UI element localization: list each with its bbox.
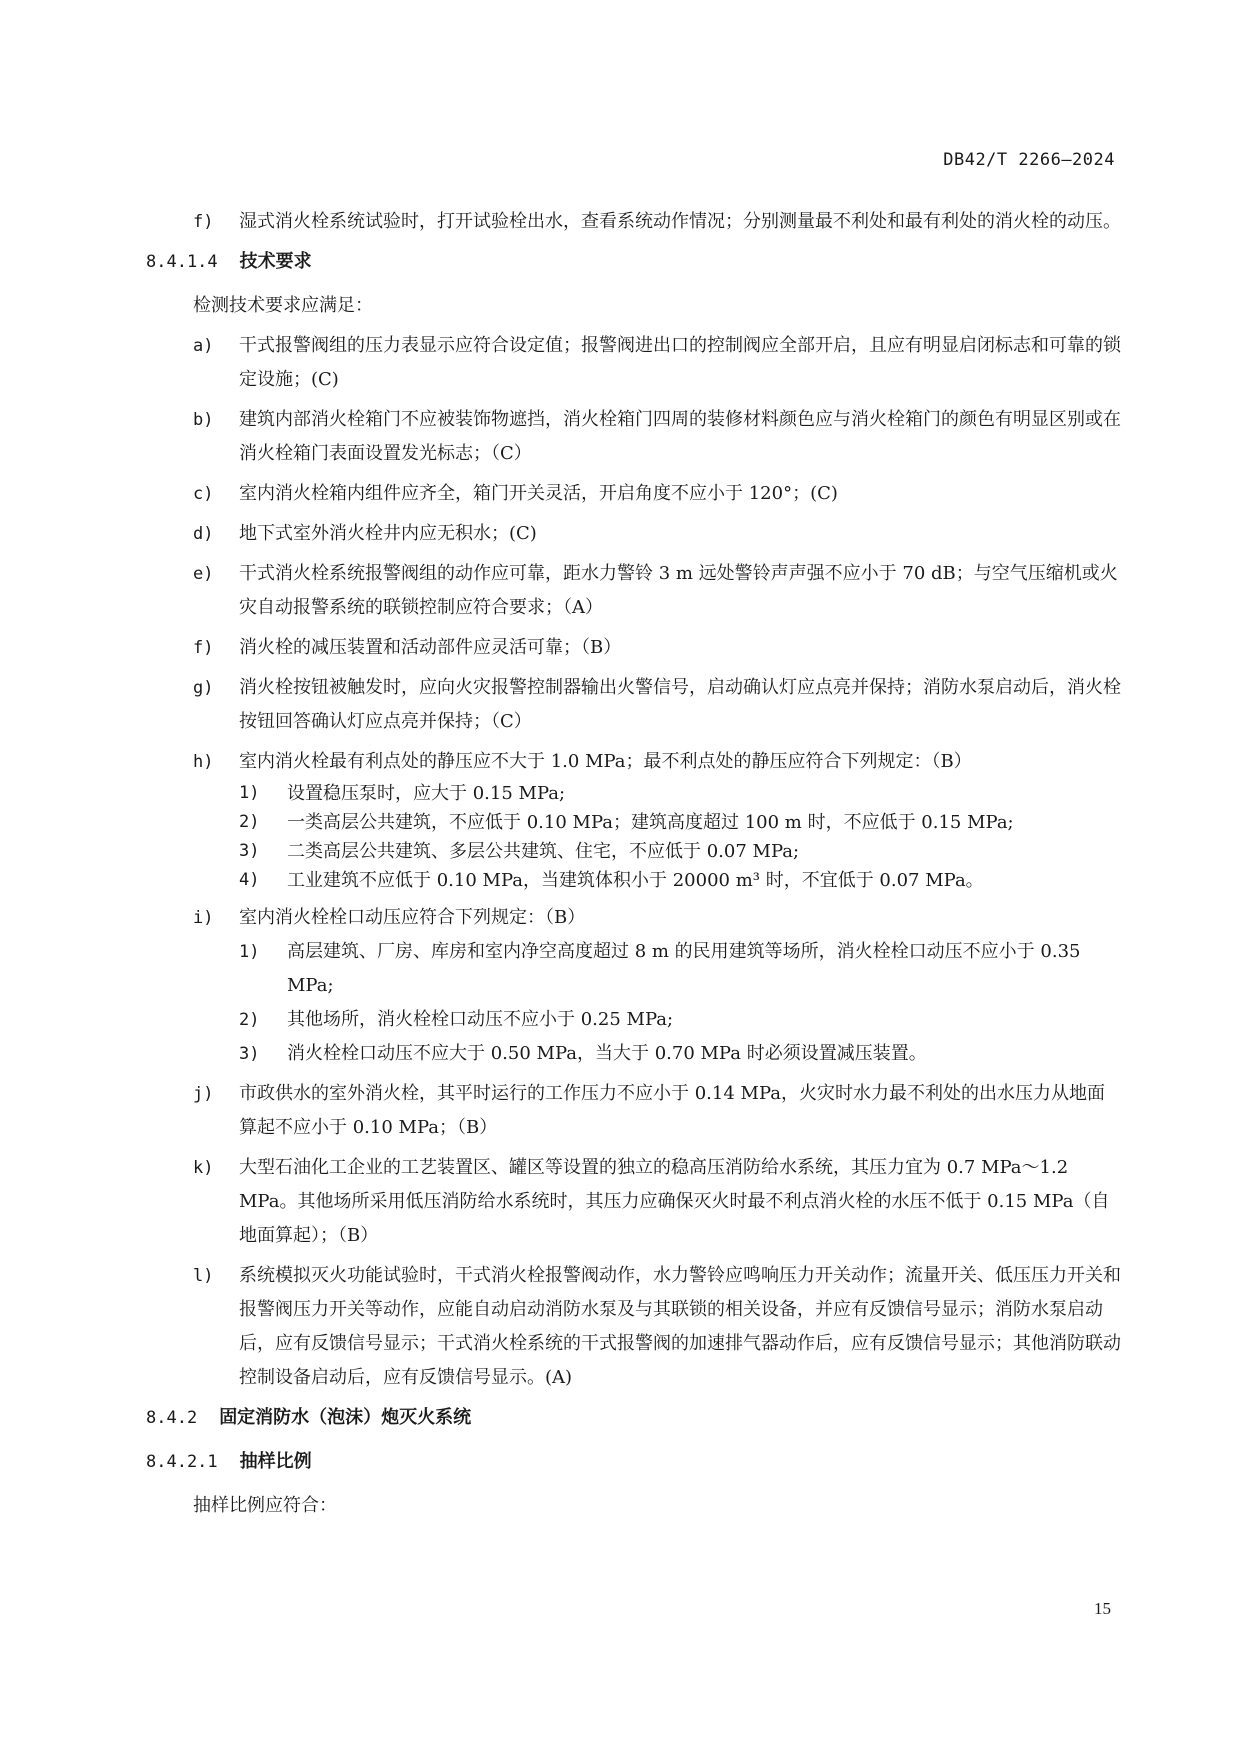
- sub-list-item-text: 二类高层公共建筑、多层公共建筑、住宅，不应低于 0.07 MPa;: [287, 841, 800, 862]
- sub-list-i: [146, 935, 1122, 1071]
- list-marker: f): [193, 638, 214, 658]
- list-marker: j): [193, 1084, 214, 1104]
- sub-list-item-text: 消火栓栓口动压不应大于 0.50 MPa，当大于 0.70 MPa 时必须设置减压装置。: [287, 1043, 927, 1064]
- sub-list-h: [146, 779, 1122, 895]
- sub-list-item: [146, 779, 1122, 808]
- section-number: 8.4.2.1: [146, 1452, 218, 1472]
- list-item-k: [146, 1151, 1122, 1253]
- list-item-h: [146, 745, 1122, 779]
- sub-list-marker: 3): [239, 1044, 260, 1064]
- list-item-f: [146, 631, 1122, 665]
- list-marker: f): [193, 212, 214, 232]
- list-item-e: [146, 557, 1122, 625]
- page-content: [146, 205, 1122, 1529]
- page-number: 15: [1094, 1599, 1111, 1618]
- list-marker: i): [193, 908, 214, 928]
- list-item-text: 室内消火栓栓口动压应符合下列规定：（B）: [239, 907, 586, 928]
- sub-list-marker: 3): [239, 841, 260, 861]
- list-item-d: [146, 517, 1122, 551]
- sub-list-marker: 1): [239, 783, 260, 803]
- list-marker: h): [193, 752, 214, 772]
- list-item-text: 干式消火栓系统报警阀组的动作应可靠，距水力警铃 3 m 远处警铃声声强不应小于 70 dB；与空气压缩机或火灾自动报警系统的联锁控制应符合要求；（A）: [239, 563, 1118, 618]
- list-item-text: 系统模拟灭火功能试验时，干式消火栓报警阀动作，水力警铃应鸣响压力开关动作；流量开关、低压压力开关和报警阀压力开关等动作，应能自动启动消防水泵及与其联锁的相关设备，并应有反馈信号显示；消防水泵启动后，应有反馈信号显示；干式消火栓系统的干式报警阀的加速排气器动作后，应有反馈信号显示；其他消防联动控制设备启动后，应有反馈信号显示。(A): [239, 1265, 1121, 1388]
- list-item-text: 消火栓按钮被触发时，应向火灾报警控制器输出火警信号，启动确认灯应点亮并保持；消防水泵启动后，消火栓按钮回答确认灯应点亮并保持；（C）: [239, 677, 1121, 732]
- list-item-text: 室内消火栓箱内组件应齐全，箱门开关灵活，开启角度不应小于 120°；(C): [239, 483, 838, 504]
- sub-list-item: [146, 837, 1122, 866]
- sub-list-item-text: 一类高层公共建筑，不应低于 0.10 MPa；建筑高度超过 100 m 时，不应低于 0.15 MPa;: [287, 812, 1014, 833]
- section-number: 8.4.2: [146, 1408, 198, 1428]
- sub-list-marker: 2): [239, 812, 260, 832]
- section-intro: 抽样比例应符合：: [193, 1495, 337, 1516]
- document-code: DB42/T 2266—2024: [943, 150, 1115, 170]
- list-item-text: 干式报警阀组的压力表显示应符合设定值；报警阀进出口的控制阀应全部开启，且应有明显启闭标志和可靠的锁定设施；(C): [239, 335, 1121, 390]
- section-title: 固定消防水（泡沫）炮灭火系统: [219, 1407, 472, 1428]
- section-heading-8-4-1-4: [146, 245, 1122, 279]
- list-item-i: [146, 901, 1122, 935]
- section-title: 技术要求: [239, 251, 312, 272]
- list-item-text: 室内消火栓最有利点处的静压应不大于 1.0 MPa；最不利点处的静压应符合下列规定：（B）: [239, 751, 972, 772]
- list-marker: b): [193, 410, 214, 430]
- section-heading-8-4-2: [146, 1401, 1122, 1435]
- list-item-c: [146, 477, 1122, 511]
- list-marker: g): [193, 678, 214, 698]
- list-item-l: [146, 1259, 1122, 1395]
- list-item-text: 建筑内部消火栓箱门不应被装饰物遮挡，消火栓箱门四周的装修材料颜色应与消火栓箱门的颜色有明显区别或在消火栓箱门表面设置发光标志；（C）: [239, 409, 1121, 464]
- list-item-j: [146, 1077, 1122, 1145]
- list-item-text: 湿式消火栓系统试验时，打开试验栓出水，查看系统动作情况；分别测量最不利处和最有利处的消火栓的动压。: [239, 211, 1121, 232]
- sub-list-item-text: 工业建筑不应低于 0.10 MPa，当建筑体积小于 20000 m³ 时，不宜低于 0.07 MPa。: [287, 870, 984, 891]
- sub-list-item: [146, 1003, 1122, 1037]
- section-heading-8-4-2-1: [146, 1445, 1122, 1479]
- list-marker: k): [193, 1158, 214, 1178]
- section-number: 8.4.1.4: [146, 252, 218, 272]
- sub-list-item-text: 其他场所，消火栓栓口动压不应小于 0.25 MPa;: [287, 1009, 674, 1030]
- list-item-text: 消火栓的减压装置和活动部件应灵活可靠；（B）: [239, 637, 622, 658]
- list-marker: e): [193, 564, 214, 584]
- sub-list-marker: 1): [239, 942, 260, 962]
- sub-list-marker: 4): [239, 870, 260, 890]
- sub-list-item-text: 设置稳压泵时，应大于 0.15 MPa;: [287, 783, 566, 804]
- section-title: 抽样比例: [239, 1451, 312, 1472]
- section-intro: 检测技术要求应满足：: [193, 295, 373, 316]
- list-marker: a): [193, 336, 214, 356]
- list-item: [146, 205, 1122, 239]
- sub-list-item: [146, 866, 1122, 895]
- list-item-text: 市政供水的室外消火栓，其平时运行的工作压力不应小于 0.14 MPa，火灾时水力最不利处的出水压力从地面算起不应小于 0.10 MPa；（B）: [239, 1083, 1105, 1138]
- sub-list-item: [146, 935, 1122, 1003]
- list-item-a: [146, 329, 1122, 397]
- list-marker: l): [193, 1266, 214, 1286]
- list-marker: d): [193, 524, 214, 544]
- sub-list-item-text: 高层建筑、厂房、库房和室内净空高度超过 8 m 的民用建筑等场所，消火栓栓口动压不应小于 0.35 MPa;: [287, 941, 1081, 996]
- sub-list-item: [146, 1037, 1122, 1071]
- list-item-b: [146, 403, 1122, 471]
- sub-list-marker: 2): [239, 1010, 260, 1030]
- sub-list-item: [146, 808, 1122, 837]
- list-item-text: 大型石油化工企业的工艺装置区、罐区等设置的独立的稳高压消防给水系统，其压力宜为 0.7 MPa～1.2 MPa。其他场所采用低压消防给水系统时，其压力应确保灭火时最不利点消火栓的水压不低于 0.15 MPa（自地面算起）；（B）: [239, 1157, 1110, 1246]
- list-item-g: [146, 671, 1122, 739]
- list-marker: c): [193, 484, 214, 504]
- list-item-text: 地下式室外消火栓井内应无积水；(C): [239, 523, 537, 544]
